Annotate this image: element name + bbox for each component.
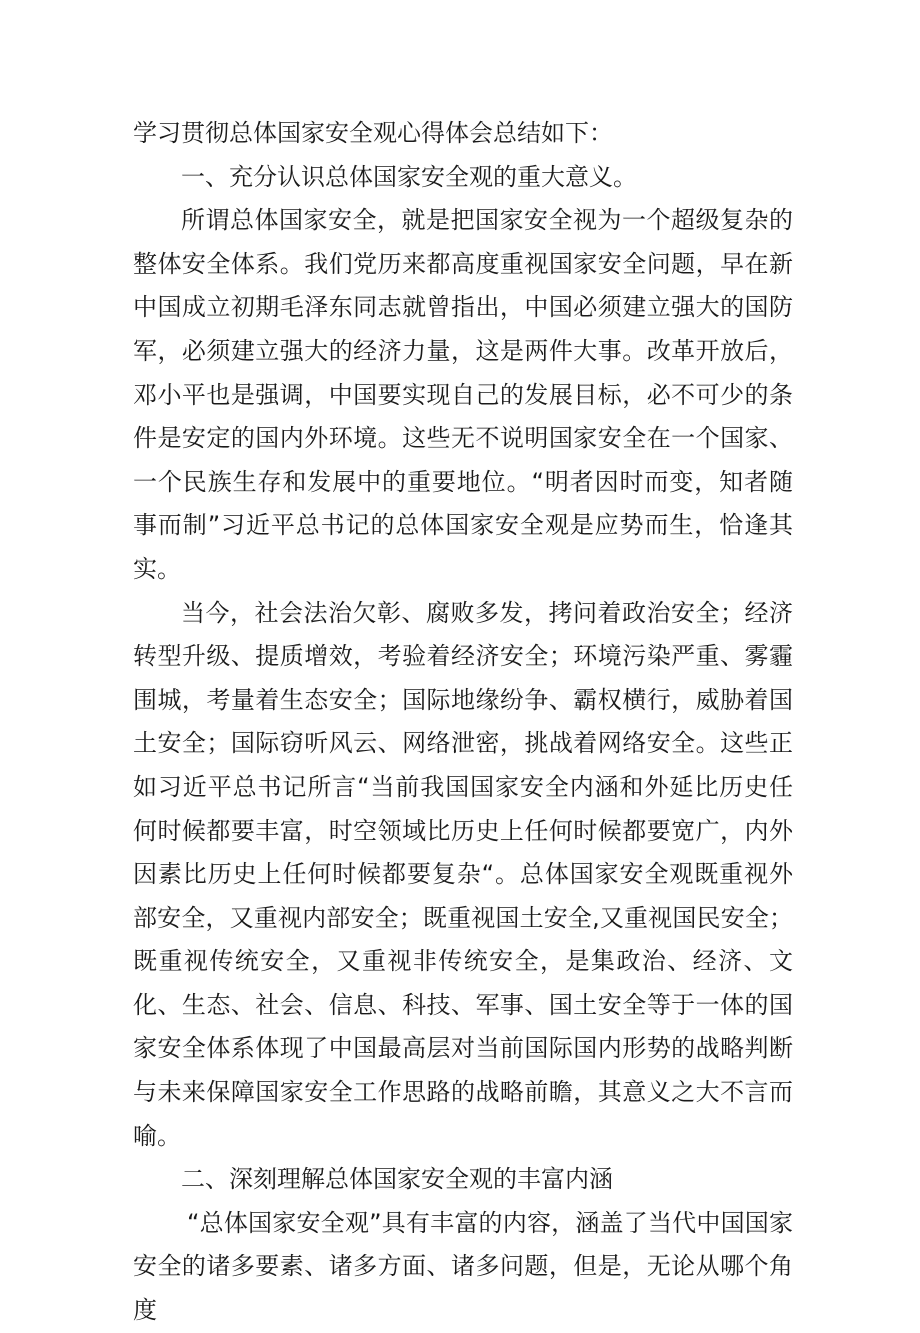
paragraph-1: 所谓总体国家安全，就是把国家安全视为一个超级复杂的整体安全体系。我们党历来都高度重视国家安全问题，早在新中国成立初期毛泽东同志就曾指出，中国必须建立强大的国防军，必须建立强大的经济力量，这是两件大事。改革开放后，邓小平也是强调，中国要实现自己的发展目标，必不可少的条件是安定的国内外环境。这些无不说明国家安全在一个国家、一个民族生存和发展中的重要地位。“明者因时而变，知者随事而制”习近平总书记的总体国家安全观是应势而生，恰逢其实。 xyxy=(133,206,793,583)
intro-line: 学习贯彻总体国家安全观心得体会总结如下： xyxy=(133,119,613,147)
section-heading-2: 二、深刻理解总体国家安全观的丰富内涵 xyxy=(181,1165,613,1194)
section-heading-1: 一、充分认识总体国家安全观的重大意义。 xyxy=(181,162,637,191)
document-body xyxy=(133,112,793,1333)
paragraph-3: “总体国家安全观”具有丰富的内容，涵盖了当代中国国家安全的诸多要素、诸多方面、诸多问题，但是，无论从哪个角度 xyxy=(133,1208,793,1325)
paragraph-2: 当今，社会法治欠彰、腐败多发，拷问着政治安全；经济转型升级、提质增效，考验着经济安全；环境污染严重、雾霾围城，考量着生态安全；国际地缘纷争、霸权横行，威胁着国土安全；国际窃听风云、网络泄密，挑战着网络安全。这些正如习近平总书记所言“当前我国国家安全内涵和外延比历史任何时候都要丰富，时空领域比历史上任何时候都要宽广，内外因素比历史上任何时候都要复杂“。总体国家安全观既重视外部安全，又重视内部安全；既重视国土安全,又重视国民安全；既重视传统安全，又重视非传统安全，是集政治、经济、文化、生态、社会、信息、科技、军事、国土安全等于一体的国家安全体系体现了中国最高层对当前国际国内形势的战略判断与未来保障国家安全工作思路的战略前瞻，其意义之大不言而喻。 xyxy=(133,598,793,1150)
